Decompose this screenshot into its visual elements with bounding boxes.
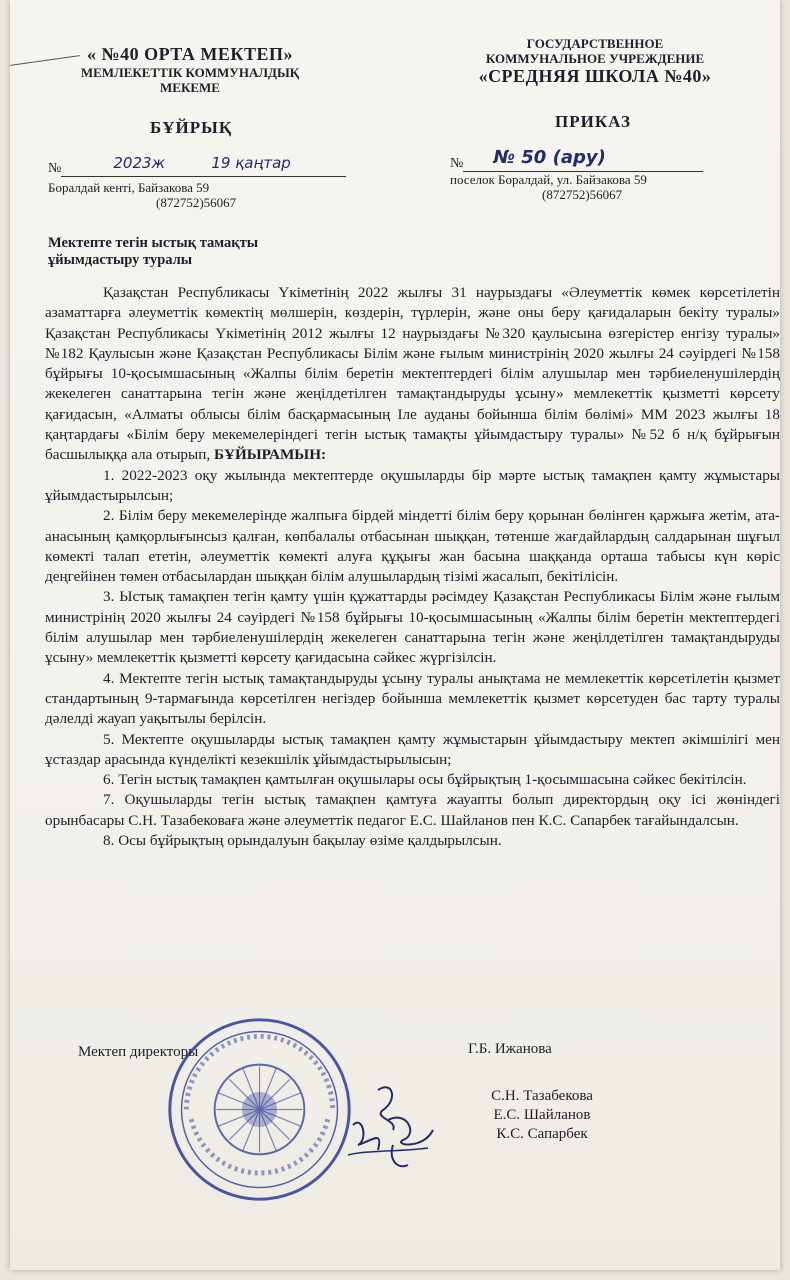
school-name-ru: «СРЕДНЯЯ ШКОЛА №40» <box>478 66 712 86</box>
director-label: Мектеп директоры <box>78 1044 199 1060</box>
preamble-text: Қазақстан Республикасы Үкіметінің 2022 жылғы 31 наурыздағы «Әлеуметтік көмек көрсетілетін азаматтарға әлеуметтік көмектің мөлшерін, көздерін, түрлерін, және оны беру қағидаларын бекіту туралы» Қазақстан Республикасы Үкіметінің 2012 жылғы 12 наурыздағы №320 қаулысына өзгерістер енгізу туралы» №182 Қаулысын және Қазақстан Республикасы Білім және ғылым министрінің 2020 жылғы 24 сәуірдегі №158 бұйрығы 10-қосымшасының «Жалпы білім беретін мектептердегі білім алушылар мен тәрбиеленушілердің жекелеген санаттарына тегін және жеңілдетілген тамақтандыруды ұсыну» мемлекеттік қызметті көрсету қағидасын, «Алматы облысы білім басқармасының Іле ауданы бойынша білім бөлімі» ММ 2023 жылғы 18 қаңтардағы «Білім беру мекемелеріндегі тегін ыстық тамақты ұйымдастыру туралы» №52 б н/қ бұйрығын басшылыққа ала отырып, <box>45 284 780 464</box>
acquainted-list <box>472 1087 612 1144</box>
order-item: 2. Білім беру мекемелерінде жалпыға бірдей міндетті білім беру қорынан бөлінген қаржыға жетім, ата-анасының қамқорлығынсыз қалған, көпбалалы отбасынан шыққан, төтенше жағдайлардың салдарынан шұғыл көмекті талап ететін, әлеуметтік көмекті алуға құқығы жан басына шаққанда орташа табысы күн көріс деңгейінен төмен отбасылардан шыққан білім алушылардың тізімі жасалып, бекітілісін. <box>45 507 780 586</box>
address-text: Боралдай кенті, Байзакова 59 <box>48 180 210 195</box>
director-name: Г.Б. Ижанова <box>468 1041 552 1057</box>
number-underline <box>463 147 703 172</box>
header-ru <box>445 36 745 87</box>
handwritten-date: 19 қаңтар <box>211 154 291 172</box>
handwritten-signature-icon <box>338 1070 448 1180</box>
school-name-kz: « №40 ОРТА МЕКТЕП» <box>87 44 293 64</box>
order-title-ru: ПРИКАЗ <box>555 112 631 131</box>
header-kz <box>45 44 335 95</box>
subject-line-2: ұйымдастыру туралы <box>48 252 193 268</box>
phone-text: (872752)56067 <box>156 195 237 210</box>
order-body <box>45 283 780 851</box>
phone-text: (872752)56067 <box>542 187 623 202</box>
order-item: 8. Осы бұйрықтың орындалуын бақылау өзіме қалдырылсын. <box>103 832 502 850</box>
order-item: 1. 2022-2023 оқу жылында мектептерде оқушыларды бір мәрте ыстық тамақпен қамту жұмыстары ұйымдастырылсын; <box>45 466 780 504</box>
document-page <box>10 0 780 1270</box>
order-number-line-ru <box>450 147 703 172</box>
order-item: 6. Тегін ыстық тамақпен қамтылған оқушылары осы бұйрықтың 1-қосымшасына сәйкес бекітілсін. <box>103 771 747 789</box>
preamble-paragraph <box>45 283 780 466</box>
order-subject <box>48 235 348 269</box>
institution-type-kz-1: МЕМЛЕКЕТТІК КОММУНАЛДЫҚ <box>80 65 300 80</box>
order-item: 7. Оқушыларды тегін ыстық тамақпен қамтуға жауапты болып директордың оқу ісі жөніндегі орынбасары С.Н. Тазабековаға және әлеуметтік педагог Е.С. Шайланов пен К.С. Сапарбек тағайындалсын. <box>45 791 780 829</box>
order-item: 4. Мектепте тегін ыстық тамақтандыруды ұсыну туралы анықтама не мемлекеттік көрсетілетін қызмет стандартының 9-тармағында көрсетілген негіздер бойынша мемлекеттік қызмет көрсетуден бас тарту туралы дәлелді жауап уақытылы берілсін. <box>45 669 780 728</box>
address-ru <box>450 172 750 202</box>
address-text: поселок Боралдай, ул. Байзакова 59 <box>450 172 647 187</box>
address-kz <box>48 180 348 210</box>
order-item: 5. Мектепте оқушыларды ыстық тамақпен қамту жұмыстарын ұйымдастыру мектеп әкімшілігі мен ұстаздар арасында күнделікті кезекшілік ұйымдастырылысын; <box>45 730 780 768</box>
handwritten-year: 2023ж <box>113 154 166 172</box>
order-item: 3. Ыстық тамақпен тегін қамту үшін құжаттарды рәсімдеу Қазақстан Республикасы Білім және ғылым министрінің 2020 жылғы 24 сәуірдегі №158 бұйрығы 10-қосымшасының «Жалпы білім беретін мектептердегі білім алушылар мен тәрбиеленушілердің жекелеген санаттарына тегін және жеңілдетілген тамақтандыруды ұсыну» мемлекеттік қызметті көрсету қағидасына сәйкес жүргізілсін. <box>45 588 780 667</box>
number-sign: № <box>48 161 62 176</box>
handwritten-number: № 50 (ару) <box>493 147 606 168</box>
order-title-kz: БҰЙРЫҚ <box>150 118 233 137</box>
institution-type-ru-2: КОММУНАЛЬНОЕ УЧРЕЖДЕНИЕ <box>485 51 705 66</box>
subject-line-1: Мектепте тегін ыстық тамақты <box>48 235 259 251</box>
official-seal-icon <box>162 1012 357 1207</box>
number-underline <box>61 154 346 177</box>
institution-type-kz-2: МЕКЕМЕ <box>160 80 220 95</box>
acquainted-name: Е.С. Шайланов <box>493 1107 591 1123</box>
decree-word: БҰЙЫРАМЫН: <box>213 446 327 464</box>
number-sign: № <box>450 156 464 171</box>
acquainted-name: С.Н. Тазабекова <box>491 1088 593 1104</box>
institution-type-ru-1: ГОСУДАРСТВЕННОЕ <box>526 36 664 51</box>
order-number-line-kz <box>48 154 346 177</box>
acquainted-name: К.С. Сапарбек <box>496 1126 588 1142</box>
